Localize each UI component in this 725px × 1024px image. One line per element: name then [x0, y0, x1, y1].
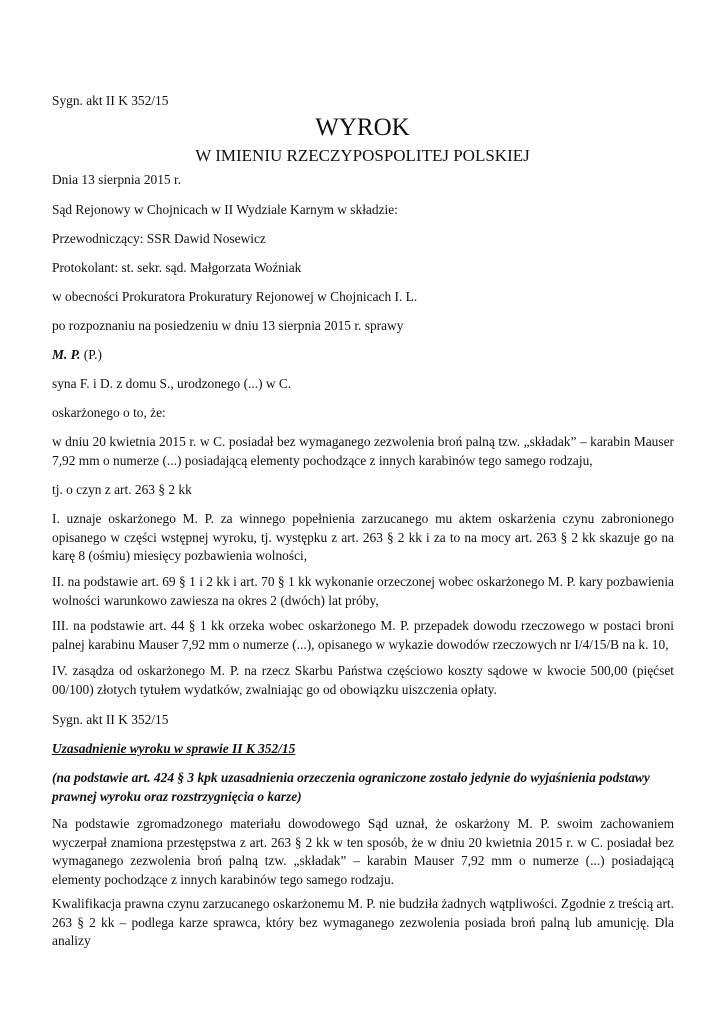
- verdict-point-3: III. na podstawie art. 44 § 1 kk orzeka wobec oskarżonego M. P. przepadek dowodu rzeczowego w postaci broni palnej karabinu Mauser 7,92 mm o numerze (...), opisanego w wykazie dowodów rzeczowych nr I/4/15/B na k. 10,: [52, 618, 674, 652]
- charge-article: tj. o czyn z art. 263 § 2 kk: [52, 482, 192, 497]
- justification-note: (na podstawie art. 424 § 3 kpk uzasadnienia orzeczenia ograniczone zostało jedynie do wyjaśnienia podstawy prawnej wyroku oraz rozstrzygnięcia o karze): [52, 770, 650, 804]
- case-number-bottom: Sygn. akt II K 352/15: [52, 712, 169, 727]
- defendant-line: [52, 346, 674, 365]
- hearing-info: po rozpoznaniu na posiedzeniu w dniu 13 sierpnia 2015 r. sprawy: [52, 318, 404, 333]
- verdict-point-2: II. na podstawie art. 69 § 1 i 2 kk i art. 70 § 1 kk wykonanie orzeczonej wobec oskarżonego M. P. kary pozbawienia wolności warunkowo zawiesza na okres 2 (dwóch) lat próby,: [52, 574, 674, 608]
- court-composition: Sąd Rejonowy w Chojnicach w II Wydziale Karnym w składzie:: [52, 202, 398, 217]
- verdict-title: WYROK: [315, 114, 410, 141]
- court-clerk: Protokolant: st. sekr. sąd. Małgorzata Woźniak: [52, 260, 302, 275]
- verdict-point-4: IV. zasądza od oskarżonego M. P. na rzecz Skarbu Państwa częściowo koszty sądowe w kwocie 500,00 (pięćset 00/100) złotych tytułem wydatków, zwalniając go od obowiązku uiszczenia opłaty.: [52, 663, 674, 697]
- justification-paragraph-1: Na podstawie zgromadzonego materiału dowodowego Sąd uznał, że oskarżony M. P. swoim zachowaniem wyczerpał znamiona przestępstwa z art. 263 § 2 kk w ten sposób, że w dniu 20 kwietnia 2015 r. w C. posiadał bez wymaganego zezwolenia broń palną tzw. „składak” – karabin Mauser 7,92 mm o numerze (...) posiadającą elementy pochodzące z innych karabinów tego samego rodzaju.: [52, 816, 674, 887]
- justification-heading: Uzasadnienie wyroku w sprawie II K 352/15: [52, 741, 296, 756]
- defendant-suffix: (P.): [80, 347, 102, 362]
- verdict-date: Dnia 13 sierpnia 2015 r.: [52, 172, 182, 187]
- defendant-name: M. P.: [52, 347, 81, 362]
- case-number-top: Sygn. akt II K 352/15: [52, 93, 169, 108]
- presiding-judge: Przewodniczący: SSR Dawid Nosewicz: [52, 231, 266, 246]
- verdict-subtitle: W IMIENIU RZECZYPOSPOLITEJ POLSKIEJ: [195, 146, 530, 165]
- charge-description: w dniu 20 kwietnia 2015 r. w C. posiadał bez wymaganego zezwolenia broń palną tzw. „składak” – karabin Mauser 7,92 mm o numerze (...) posiadającą elementy pochodzące z innych karabinów tego samego rodzaju,: [52, 434, 674, 468]
- justification-paragraph-2: Kwalifikacja prawna czynu zarzucanego oskarżonemu M. P. nie budziła żadnych wątpliwości. Zgodnie z treścią art. 263 § 2 kk – podlega karze sprawca, który bez wymaganego zezwolenia posiada broń palną lub amunicję. Dla analizy: [52, 896, 674, 949]
- defendant-parents: syna F. i D. z domu S., urodzonego (...) w C.: [52, 376, 292, 391]
- verdict-point-1: I. uznaje oskarżonego M. P. za winnego popełnienia zarzucanego mu aktem oskarżenia czynu zabronionego opisanego w części wstępnej wyroku, tj. występku z art. 263 § 2 kk i za to na mocy art. 263 § 2 kk skazuje go na karę 8 (ośmiu) miesięcy pozbawienia wolności,: [52, 511, 674, 564]
- prosecutor-presence: w obecności Prokuratora Prokuratury Rejonowej w Chojnicach I. L.: [52, 289, 418, 304]
- accused-intro: oskarżonego o to, że:: [52, 405, 166, 420]
